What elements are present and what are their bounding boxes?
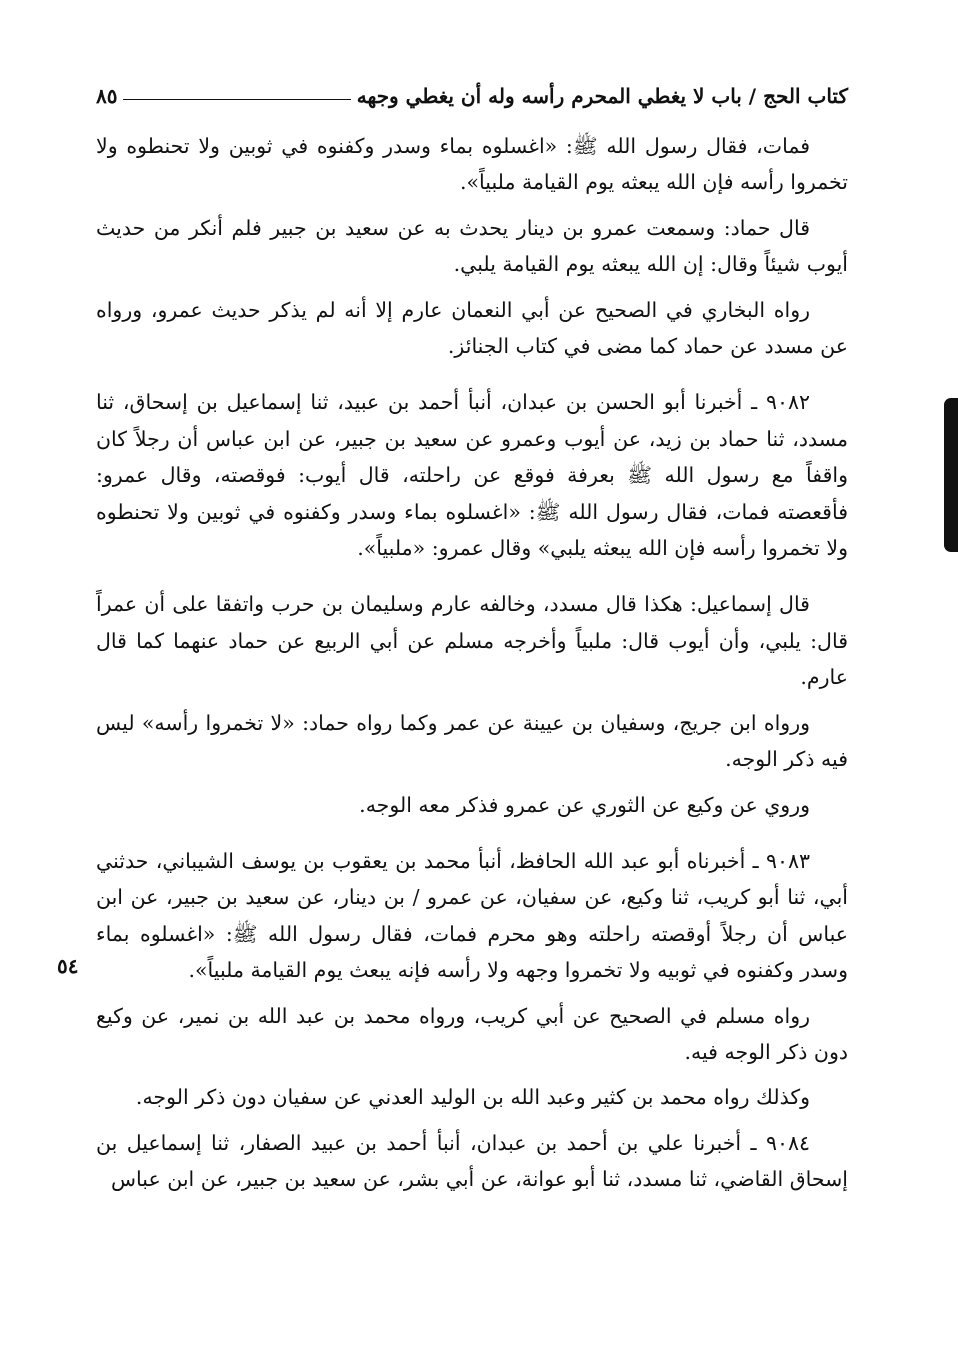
page-edge-mark [944,398,958,552]
paragraph: وروي عن وكيع عن الثوري عن عمرو فذكر معه الوجه. [359,792,810,817]
margin-page-reference: ٥٤ [57,954,79,978]
main-text [96,128,848,1198]
paragraph: قال حماد: وسمعت عمرو بن دينار يحدث به عن سعيد بن جبير فلم أنكر من حديث أيوب شيئاً وقال: إن الله يبعثه يوم القيامة يلبي. [96,215,848,277]
running-header [96,78,848,114]
page-number: ٨٥ [96,84,118,108]
chapter-title: كتاب الحج / باب لا يغطي المحرم رأسه وله أن يغطي وجهه [356,84,848,108]
paragraph: قال إسماعيل: هكذا قال مسدد، وخالفه عارم وسليمان بن حرب واتفقا على أن عمراً قال: يلبي، وأن أيوب قال: ملبياً وأخرجه مسلم عن أبي الربيع عن حماد عنهما كما قال عارم. [96,592,848,690]
paragraph: وكذلك رواه محمد بن كثير وعبد الله بن الوليد العدني عن سفيان دون ذكر الوجه. [135,1085,810,1110]
hadith-paragraph: ٩٠٨٢ ـ أخبرنا أبو الحسن بن عبدان، أنبأ أحمد بن عبيد، ثنا إسماعيل بن إسحاق، ثنا مسدد، ثنا حماد بن زيد، عن أيوب وعمرو عن سعيد بن جبير، عن ابن عباس أن رجلاً كان واقفاً مع رسول الله ﷺ بعرفة فوقع عن راحلته، قال أيوب: فوقصته، وقال عمرو: فأقعصته فمات، فقال رسول الله ﷺ: «اغسلوه بماء وسدر وكفنوه في ثوبين ولا تحنطوه ولا تخمروا رأسه فإن الله يبعثه يلبي» وقال عمرو: «ملبياً». [96,390,848,561]
hadith-paragraph: ٩٠٨٣ ـ أخبرناه أبو عبد الله الحافظ، أنبأ محمد بن يعقوب بن يوسف الشيباني، حدثني أبي، ثنا أبو كريب، ثنا وكيع، عن سفيان، عن عمرو / بن دينار، عن سعيد بن جبير، عن ابن عباس أن رجلاً أوقصته راحلته وهو محرم فمات، فقال رسول الله ﷺ: «اغسلوه بماء وسدر وكفنوه في ثوبيه ولا تخمروا وجهه ولا رأسه فإنه يبعث يوم القيامة ملبياً». [96,848,848,983]
paragraph: ورواه ابن جريج، وسفيان بن عيينة عن عمر وكما رواه حماد: «لا تخمروا رأسه» ليس فيه ذكر الوجه. [96,710,848,772]
paragraph: رواه مسلم في الصحيح عن أبي كريب، ورواه محمد بن عبد الله بن نمير، عن وكيع دون ذكر الوجه فيه. [96,1003,848,1064]
paragraph: فمات، فقال رسول الله ﷺ: «اغسلوه بماء وسدر وكفنوه في ثوبين ولا تحنطوه ولا تخمروا رأسه فإن الله يبعثه يوم القيامة ملبياً». [96,134,848,195]
hadith-paragraph: ٩٠٨٤ ـ أخبرنا علي بن أحمد بن عبدان، أنبأ أحمد بن عبيد الصفار، ثنا إسماعيل بن إسحاق القاضي، ثنا مسدد، ثنا أبو عوانة، عن أبي بشر، عن سعيد بن جبير، عن ابن عباس [96,1130,848,1192]
paragraph: رواه البخاري في الصحيح عن أبي النعمان عارم إلا أنه لم يذكر حديث عمرو، ورواه عن مسدد عن حماد كما مضى في كتاب الجنائز. [96,297,848,359]
header-rule [123,99,350,100]
